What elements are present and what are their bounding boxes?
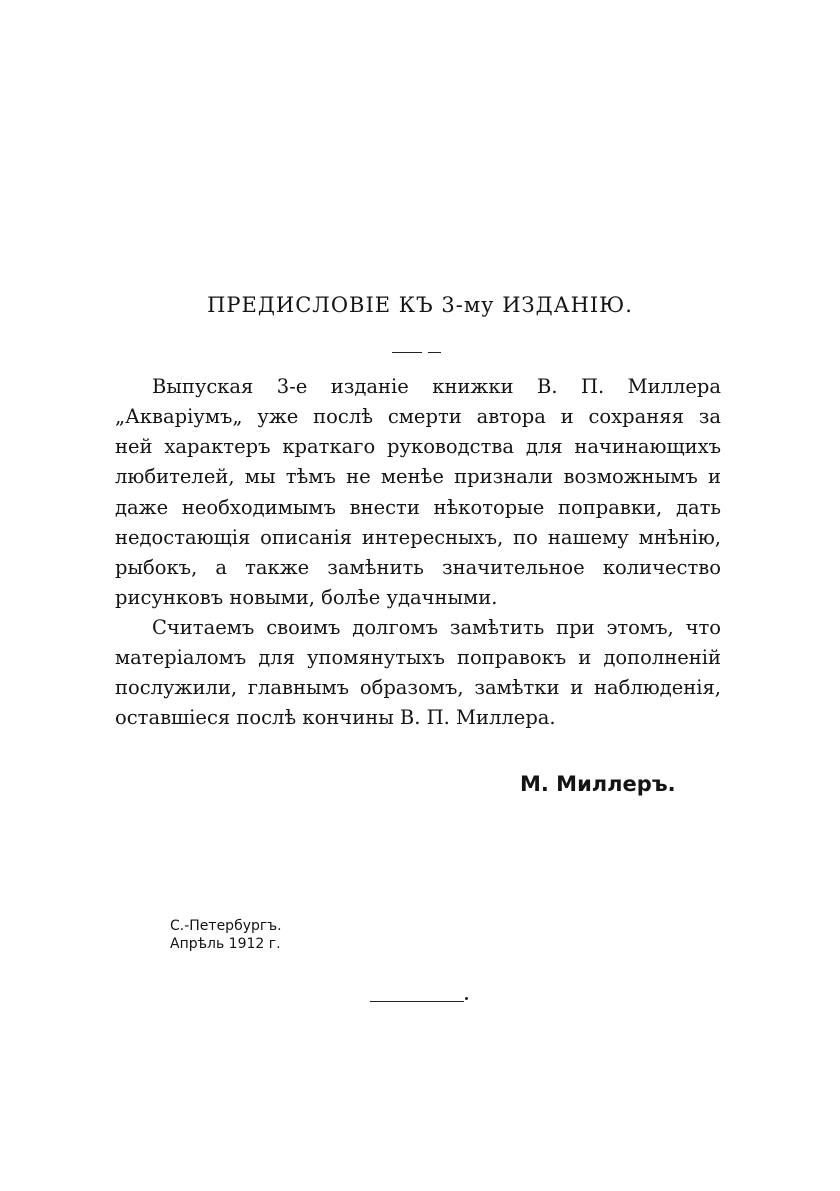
text-line: рыбокъ, а также замѣнить значительное количество (115, 556, 721, 579)
title-divider-short (428, 352, 441, 353)
text-line: „Аквaрiумъ„ уже послѣ смерти автора и сохраняя за (115, 405, 721, 428)
text-line: оставшiеся послѣ кончины В. П. Миллера. (115, 706, 556, 729)
text-line: любителей, мы тѣмъ не менѣе признали возможнымъ и (115, 465, 721, 488)
text-line: ней характеръ краткаго руководства для начинающихъ (115, 435, 721, 458)
place-of-publication: С.-Петербургъ. (170, 918, 282, 934)
text-line: послужили, главнымъ образомъ, замѣтки и наблюденiя, (115, 676, 721, 699)
text-line: матерiаломъ для упомянутыхъ поправокъ и дополненiй (115, 646, 721, 669)
page-title: ПРЕДИСЛОВIЕ КЪ 3-му ИЗДАНIЮ. (207, 293, 633, 317)
text-line: Считаемъ своимъ долгомъ замѣтить при этомъ, что (152, 616, 721, 639)
text-line: рисунковъ новыми, болѣе удачными. (115, 586, 498, 609)
text-line: недостающiя описанiя интересныхъ, по нашему мнѣнiю, (115, 526, 721, 549)
text-line: Выпуская 3-е изданiе книжки В. П. Миллера (152, 375, 721, 398)
end-divider (370, 1001, 464, 1002)
title-divider (392, 352, 422, 353)
text-line: даже необходимымъ внести нѣкоторые поправки, дать (115, 496, 721, 519)
author-signature: М. Миллеръ. (520, 772, 676, 796)
end-divider-dot (465, 997, 468, 1000)
publication-date: Апрѣль 1912 г. (170, 936, 281, 952)
